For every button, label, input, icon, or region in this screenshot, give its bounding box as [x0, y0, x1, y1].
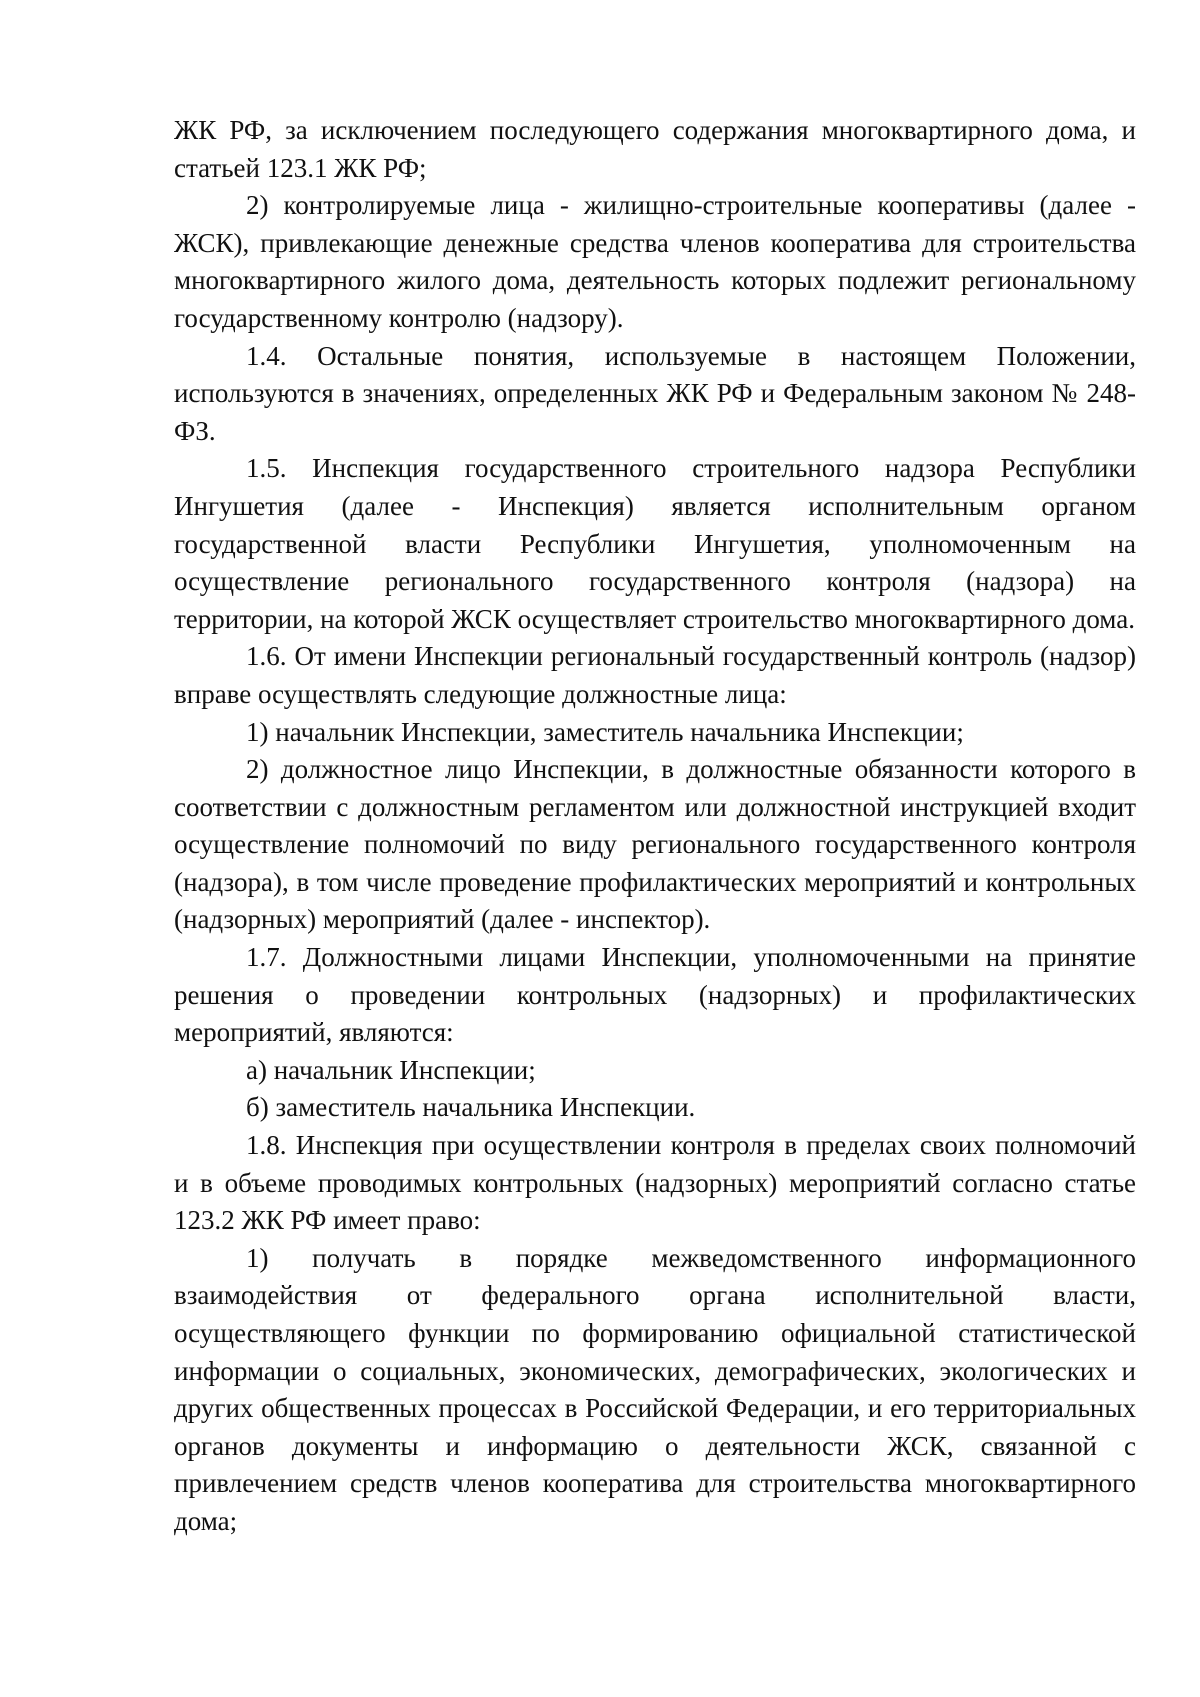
paragraph-8: 1.7. Должностными лицами Инспекции, уполномоченными на принятие решения о проведении контрольных (надзорных) и профилактических мероприятий, являются: [174, 942, 1136, 1048]
document-body [174, 112, 1136, 1541]
paragraph-11: 1.8. Инспекция при осуществлении контроля в пределах своих полномочий и в объеме проводимых контрольных (надзорных) мероприятий согласно статье 123.2 ЖК РФ имеет право: [174, 1130, 1136, 1236]
paragraph-6: 1) начальник Инспекции, заместитель начальника Инспекции; [246, 716, 964, 747]
paragraph-1: ЖК РФ, за исключением последующего содержания многоквартирного дома, и статьей 123.1 ЖК РФ; [174, 115, 1136, 183]
paragraph-3: 1.4. Остальные понятия, используемые в настоящем Положении, используются в значениях, определенных ЖК РФ и Федеральным законом № 248-ФЗ. [174, 340, 1136, 446]
paragraph-2: 2) контролируемые лица - жилищно-строительные кооперативы (далее - ЖСК), привлекающие денежные средства членов кооператива для строительства многоквартирного жилого дома, деятельность которых подлежит региональному государственному контролю (надзору). [174, 190, 1136, 333]
paragraph-5: 1.6. От имени Инспекции региональный государственный контроль (надзор) вправе осуществлять следующие должностные лица: [174, 641, 1136, 709]
paragraph-10: б) заместитель начальника Инспекции. [246, 1092, 696, 1123]
paragraph-9: а) начальник Инспекции; [246, 1054, 536, 1085]
paragraph-4: 1.5. Инспекция государственного строительного надзора Республики Ингушетия (далее - Инспекция) является исполнительным органом государственной власти Республики Ингушетия, уполномоченным на осуществление регионального государственного контроля (надзора) на территории, на которой ЖСК осуществляет строительство многоквартирного дома. [174, 453, 1136, 634]
paragraph-7: 2) должностное лицо Инспекции, в должностные обязанности которого в соответствии с должностным регламентом или должностной инструкцией входит осуществление полномочий по виду регионального государственного контроля (надзора), в том числе проведение профилактических мероприятий и контрольных (надзорных) мероприятий (далее - инспектор). [174, 754, 1136, 935]
paragraph-12: 1) получать в порядке межведомственного информационного взаимодействия от федерального органа исполнительной власти, осуществляющего функции по формированию официальной статистической информации о социальных, экономических, демографических, экологических и других общественных процессах в Российской Федерации, и его территориальных органов документы и информацию о деятельности ЖСК, связанной с привлечением средств членов кооператива для строительства многоквартирного дома; [174, 1242, 1136, 1536]
